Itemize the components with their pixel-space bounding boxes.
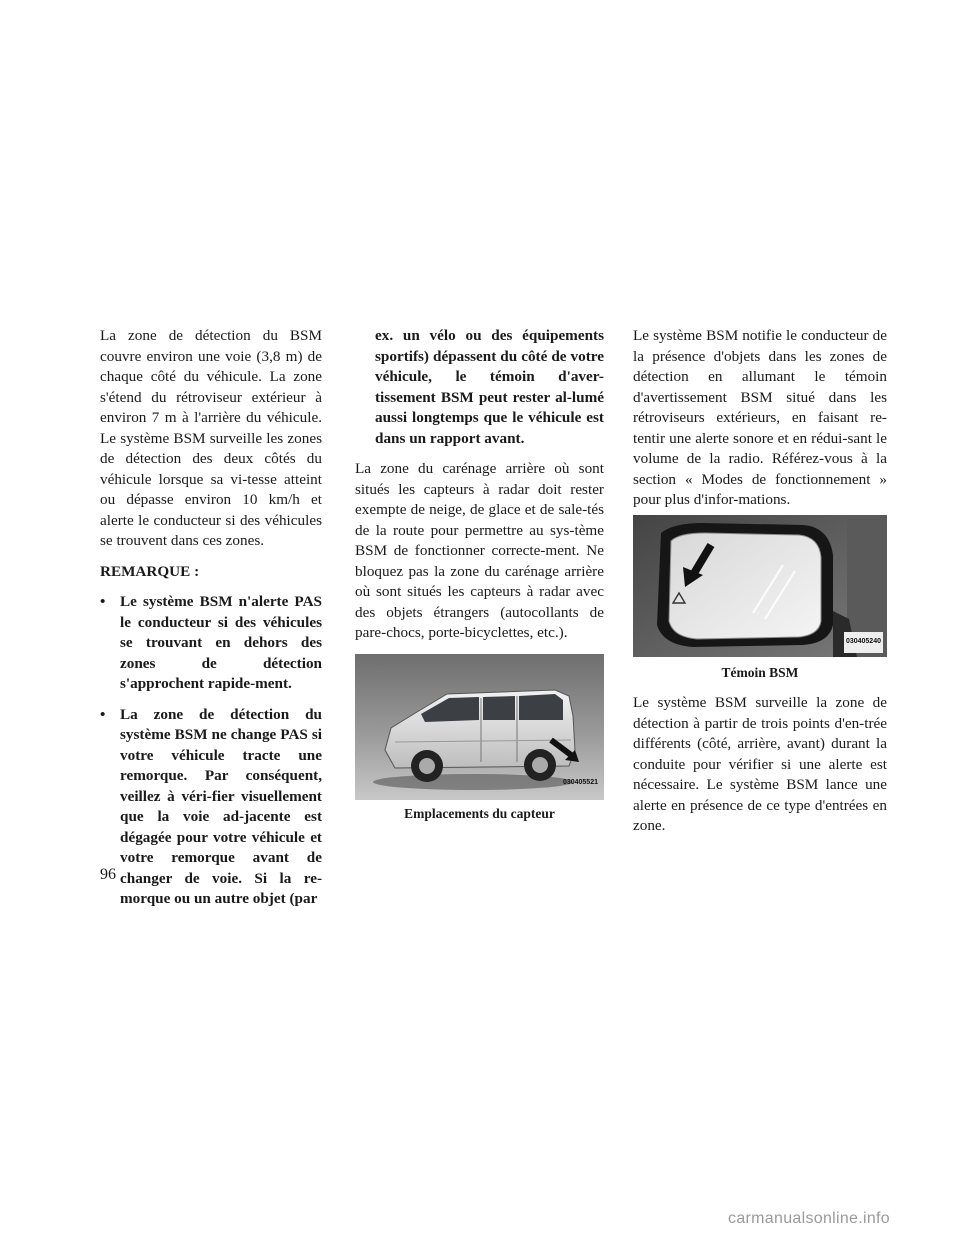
sensor-location-figure xyxy=(355,654,604,800)
bsm-entry-points-paragraph: Le système BSM surveille la zone de détection à partir de trois points d'en-trée différents (côté, arrière, avant) durant la conduite pour vérifier si une alerte est nécessaire. Le système BSM lance une alerte en présence de ce type d'entrées en zone. xyxy=(633,694,887,834)
column-right xyxy=(633,326,887,847)
note-bullet-1-text: Le système BSM n'alerte PAS le conducteur si des véhicules se trouvant en dehors des zones de détection s'approchent rapide-ment. xyxy=(120,593,322,692)
figure-code: 030405240 xyxy=(844,632,883,653)
figure-code: 030405521 xyxy=(562,779,598,786)
bsm-warning-light-figure xyxy=(633,515,887,657)
note-bullet-2-continued: ex. un vélo ou des équipements sportifs) dépassent du côté de votre véhicule, le témoin d'aver-tissement BSM peut rester al-lumé aussi longtemps que le véhicule est dans un rapport avant. xyxy=(375,327,604,447)
note-bullet-2 xyxy=(100,705,322,910)
figure-caption: Emplacements du capteur xyxy=(404,805,555,821)
note-bullet-2-text: La zone de détection du système BSM ne change PAS si votre véhicule tracte une remorque. Par conséquent, veillez à véri-fier visuellement que la voie ad-jacente est dégagée pour votre véhicule et votre remorque avant de changer de voie. Si la re-morque ou un autre objet (par xyxy=(120,705,322,907)
bullet-marker: • xyxy=(100,705,106,723)
rear-fascia-paragraph: La zone du carénage arrière où sont situés les capteurs à radar doit rester exempte de neige, de glace et de sale-tés de la route pour permettre au sys-tème BSM de fonctionner correcte-ment. Ne bloquez pas la zone du carénage arrière où sont situés les capteurs à radar avec des objets étrangers (autocollants de pare-chocs, porte-bicyclettes, etc.). xyxy=(355,460,604,641)
bullet-marker: • xyxy=(100,593,106,610)
figure-caption: Témoin BSM xyxy=(721,664,799,680)
note-title: REMARQUE : xyxy=(100,562,200,580)
bsm-zone-paragraph: La zone de détection du BSM couvre environ une voie (3,8 m) de chaque côté du véhicule. La zone s'étend du rétroviseur extérieur à environ 7 m à l'arrière du véhicule. Le système BSM surveille les zones de détection des deux côtés du véhicule lorsque sa vi-tesse atteint ou dépasse environ 10 km/h et alerte le conducteur si des véhicules se trouvent dans ces zones. xyxy=(100,327,322,549)
page-number: 96 xyxy=(100,866,116,883)
column-middle xyxy=(355,326,604,834)
watermark-footer: carmanualsonline.info xyxy=(728,1210,890,1227)
bsm-notify-paragraph: Le système BSM notifie le conducteur de la présence d'objets dans les zones de détection en allumant le témoin d'avertissement BSM situé dans les rétroviseurs extérieurs, en faisant re-tentir une alerte sonore et en rédui-sant le volume de la radio. Référez-vous à la section « Modes de fonctionnement » pour plus d'infor-mations. xyxy=(633,327,887,508)
column-left xyxy=(100,326,322,910)
note-bullet-1 xyxy=(100,592,322,695)
